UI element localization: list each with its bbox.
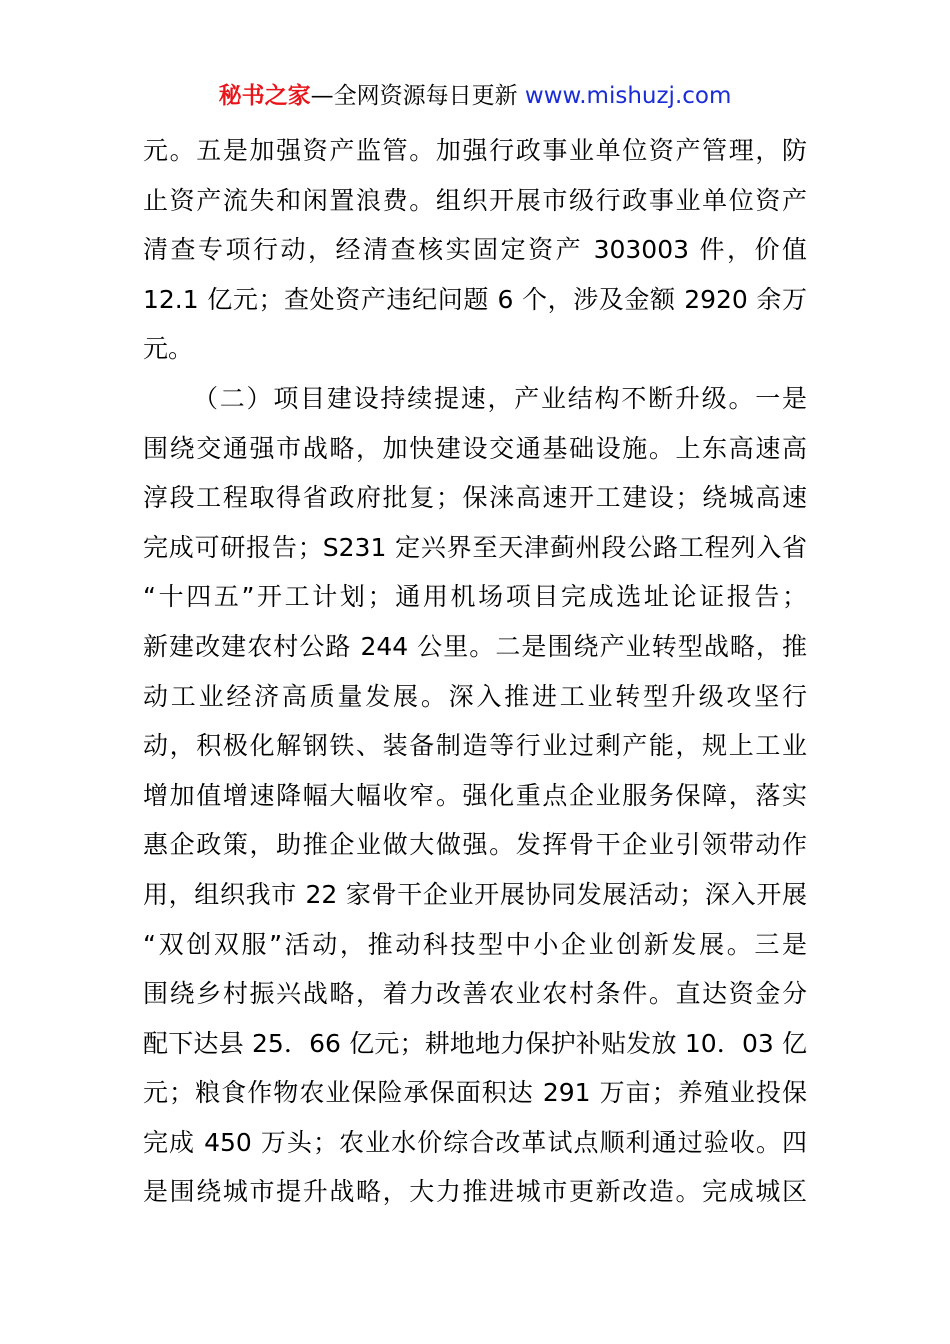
text-line: 增加值增速降幅大幅收窄。强化重点企业服务保障，落实 — [143, 780, 807, 810]
section-heading-line: （二）项目建设持续提速，产业结构不断升级。一是 — [193, 383, 807, 413]
document-body — [143, 126, 807, 1217]
text-line: 围绕乡村振兴战略，着力改善农业农村条件。直达资金分 — [143, 979, 807, 1009]
text-line: 止资产流失和闲置浪费。组织开展市级行政事业单位资产 — [143, 185, 807, 215]
text-line: 是围绕城市提升战略，大力推进城市更新改造。完成城区 — [143, 1177, 807, 1207]
text-line: 完成 450 万头；农业水价综合改革试点顺利通过验收。四 — [143, 1127, 807, 1157]
text-line: 惠企政策，助推企业做大做强。发挥骨干企业引领带动作 — [143, 830, 807, 860]
brand-name: 秘书之家 — [218, 83, 311, 109]
text-line: 围绕交通强市战略，加快建设交通基础设施。上东高速高 — [143, 433, 807, 463]
text-line: 完成可研报告；S231 定兴界至天津蓟州段公路工程列入省 — [143, 532, 807, 562]
text-line: 元。五是加强资产监管。加强行政事业单位资产管理，防 — [143, 136, 807, 165]
text-line: “十四五”开工计划；通用机场项目完成选址论证报告； — [143, 582, 807, 612]
text-line: 新建改建农村公路 244 公里。二是围绕产业转型战略，推 — [143, 631, 807, 661]
text-line: 配下达县 25．66 亿元；耕地地力保护补贴发放 10．03 亿 — [143, 1028, 807, 1058]
text-line: 12.1 亿元；查处资产违纪问题 6 个，涉及金额 2920 余万 — [143, 284, 807, 314]
site-url-link[interactable]: www.mishuzj.com — [524, 83, 732, 109]
text-line: 元；粮食作物农业保险承保面积达 291 万亩；养殖业投保 — [143, 1078, 807, 1108]
text-line: 动，积极化解钢铁、装备制造等行业过剩产能，规上工业 — [143, 731, 807, 761]
text-line: “双创双服”活动，推动科技型中小企业创新发展。三是 — [143, 929, 807, 959]
text-line: 动工业经济高质量发展。深入推进工业转型升级攻坚行 — [143, 681, 807, 711]
header-tagline: —全网资源每日更新 — [310, 83, 525, 109]
text-line: 清查专项行动，经清查核实固定资产 303003 件，价值 — [143, 235, 807, 265]
site-header — [0, 80, 950, 112]
text-line: 淳段工程取得省政府批复；保涞高速开工建设；绕城高速 — [143, 483, 807, 513]
text-line: 元。 — [143, 334, 194, 364]
text-line: 用，组织我市 22 家骨干企业开展协同发展活动；深入开展 — [143, 879, 807, 909]
